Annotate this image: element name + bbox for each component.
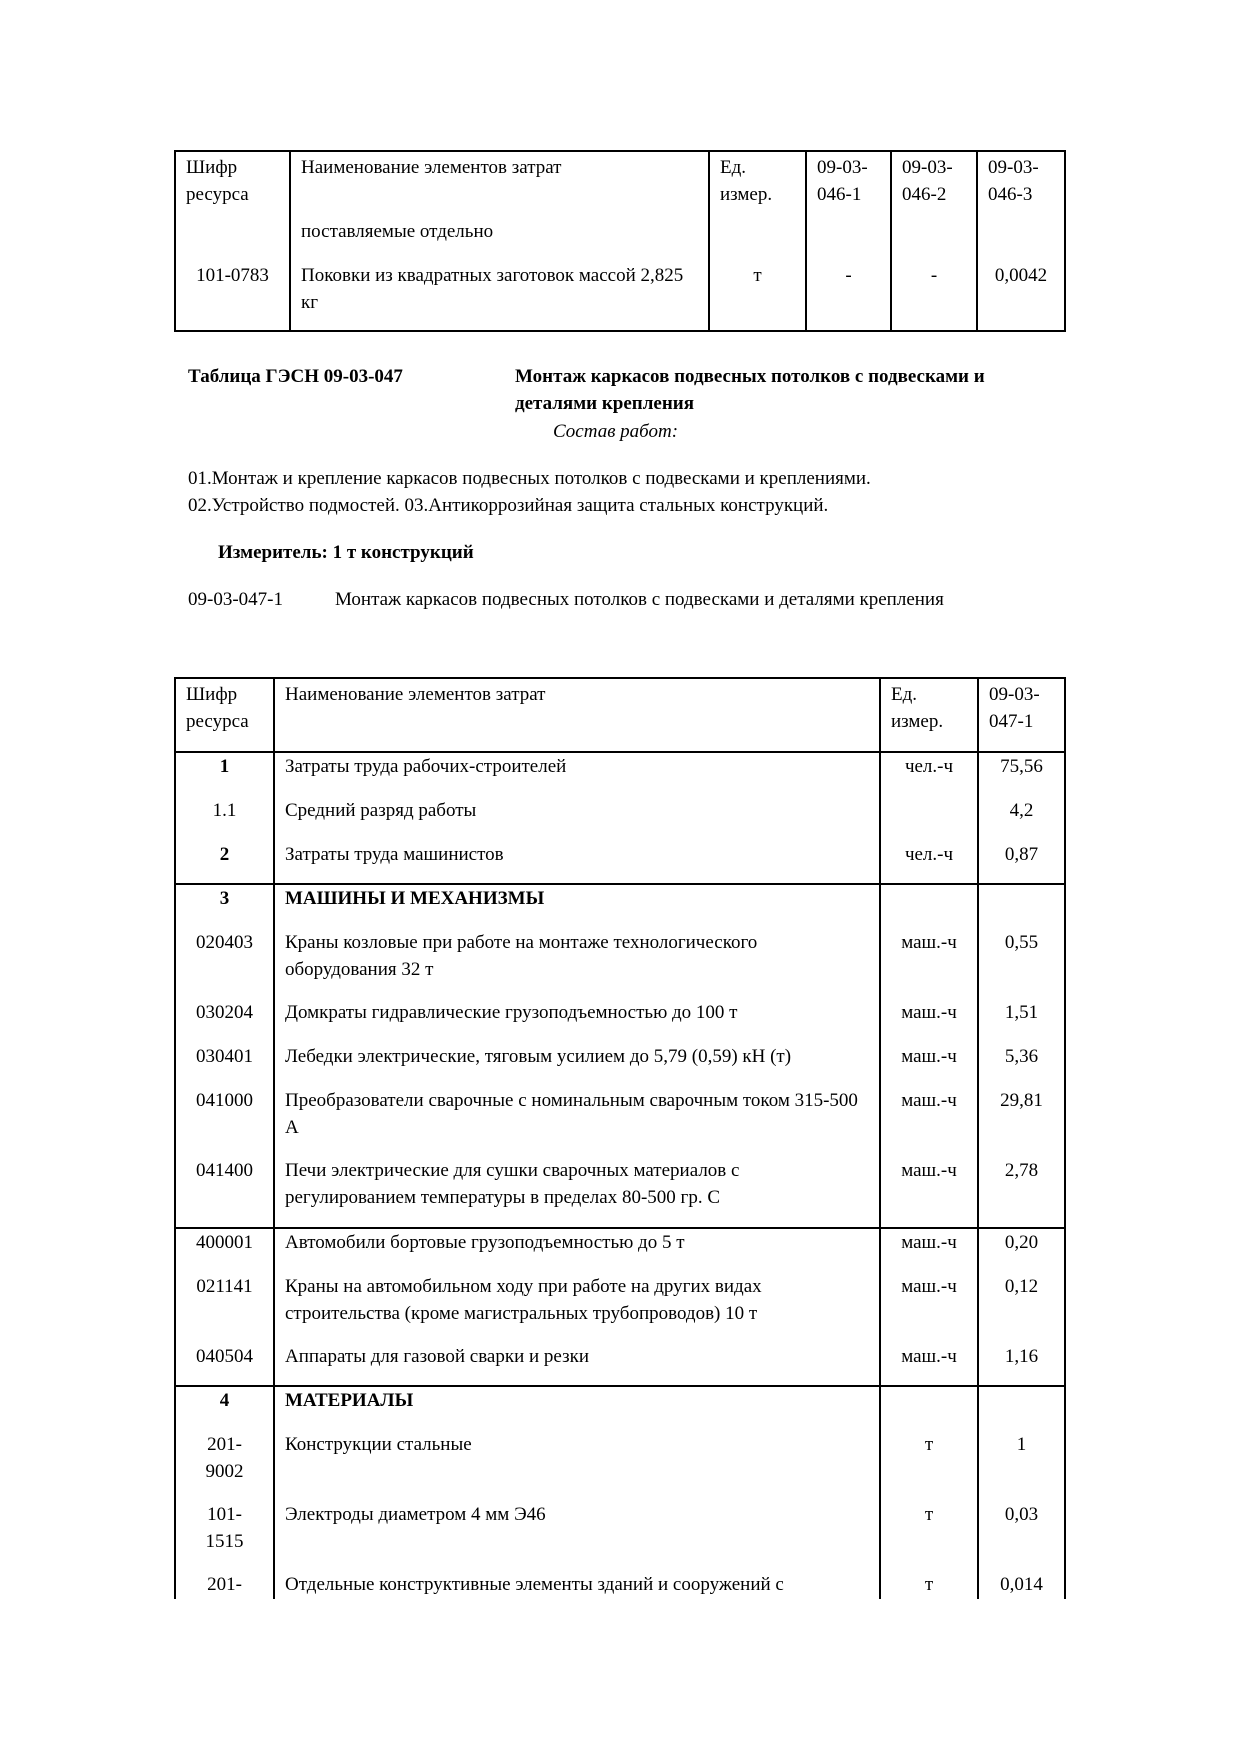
cell-code: 041000 <box>175 1087 274 1157</box>
cell-unit: т <box>709 262 806 331</box>
cell-name: Затраты труда машинистов <box>274 841 880 884</box>
cell-value: 2,78 <box>978 1157 1065 1228</box>
header-col1: 09-03-047-1 <box>978 678 1065 752</box>
header-col1: 09-03-046-1 <box>806 151 891 218</box>
cell-code: 021141 <box>175 1273 274 1343</box>
header-code: Шифр ресурса <box>175 678 274 752</box>
header-unit: Ед. измер. <box>709 151 806 218</box>
cell-unit: маш.-ч <box>880 929 978 999</box>
group-code: 3 <box>175 884 274 929</box>
cell-name: Затраты труда рабочих-строителей <box>274 752 880 797</box>
table-row <box>175 752 1065 797</box>
cell-v2: - <box>891 262 977 331</box>
cell-v3: 0,0042 <box>977 262 1065 331</box>
group-code: 4 <box>175 1386 274 1431</box>
cell-unit: маш.-ч <box>880 1157 978 1228</box>
cell-code: 020403 <box>175 929 274 999</box>
cell-name: Печи электрические для сушки сварочных материалов с регулированием температуры в пределах 80-500 гр. С <box>274 1157 880 1228</box>
cell-unit: т <box>880 1571 978 1599</box>
cell-value: 0,55 <box>978 929 1065 999</box>
cell-name: Конструкции стальные <box>274 1431 880 1501</box>
header-name: Наименование элементов затрат <box>274 678 880 752</box>
cell-unit: чел.-ч <box>880 841 978 884</box>
cell-value: 0,03 <box>978 1501 1065 1571</box>
group-title: МАШИНЫ И МЕХАНИЗМЫ <box>274 884 880 929</box>
cell-value: 29,81 <box>978 1087 1065 1157</box>
cell-code: 201-9002 <box>175 1431 274 1501</box>
cell-unit: т <box>880 1501 978 1571</box>
table-row <box>175 1343 1065 1386</box>
table-row <box>175 1228 1065 1273</box>
table-row <box>175 1273 1065 1343</box>
table-row <box>175 1431 1065 1501</box>
table-row <box>175 1157 1065 1228</box>
cell-name: Преобразователи сварочные с номинальным сварочным током 315-500 А <box>274 1087 880 1157</box>
table-row <box>175 1571 1065 1599</box>
cell-code: 040504 <box>175 1343 274 1386</box>
cell-name: Аппараты для газовой сварки и резки <box>274 1343 880 1386</box>
table-row <box>175 262 1065 331</box>
cell-v1: - <box>806 262 891 331</box>
cell-name: Автомобили бортовые грузоподъемностью до 5 т <box>274 1228 880 1273</box>
cell-code: 041400 <box>175 1157 274 1228</box>
cell-unit: маш.-ч <box>880 999 978 1043</box>
cell-value: 1,16 <box>978 1343 1065 1386</box>
composition-label: Состав работ: <box>553 421 679 442</box>
cell-name: Лебедки электрические, тяговым усилием до 5,79 (0,59) кН (т) <box>274 1043 880 1087</box>
cell-code: 101-1515 <box>175 1501 274 1571</box>
cell-code: 030204 <box>175 999 274 1043</box>
cell-unit: маш.-ч <box>880 1043 978 1087</box>
cell-value: 0,87 <box>978 841 1065 884</box>
header-unit: Ед. измер. <box>880 678 978 752</box>
cell-unit: чел.-ч <box>880 752 978 797</box>
cell-unit: маш.-ч <box>880 1343 978 1386</box>
cell-unit: маш.-ч <box>880 1087 978 1157</box>
cell-name: Краны козловые при работе на монтаже технологического оборудования 32 т <box>274 929 880 999</box>
cell-value: 5,36 <box>978 1043 1065 1087</box>
cell-code: 201- <box>175 1571 274 1599</box>
cell-unit: маш.-ч <box>880 1228 978 1273</box>
header-col2: 09-03-046-2 <box>891 151 977 218</box>
measure: Измеритель: 1 т конструкций <box>218 542 474 563</box>
header-code: Шифр ресурса <box>175 151 290 218</box>
cell-name: Краны на автомобильном ходу при работе на других видах строительства (кроме магистральных трубопроводов) 10 т <box>274 1273 880 1343</box>
continued-text: поставляемые отдельно <box>290 218 709 262</box>
cell-value: 0,014 <box>978 1571 1065 1599</box>
table-row <box>175 1501 1065 1571</box>
cell-name: Поковки из квадратных заготовок массой 2,825 кг <box>290 262 709 331</box>
table-row <box>175 1087 1065 1157</box>
table-row <box>175 929 1065 999</box>
cell-code: 2 <box>175 841 274 884</box>
cell-name: Средний разряд работы <box>274 797 880 841</box>
table-row <box>175 218 1065 262</box>
cell-code: 030401 <box>175 1043 274 1087</box>
cell-name: Отдельные конструктивные элементы зданий и сооружений с <box>274 1571 880 1599</box>
table-row <box>175 1043 1065 1087</box>
cell-name: Электроды диаметром 4 мм Э46 <box>274 1501 880 1571</box>
header-col3: 09-03-046-3 <box>977 151 1065 218</box>
cell-code: 1.1 <box>175 797 274 841</box>
cell-value: 0,12 <box>978 1273 1065 1343</box>
cell-unit: маш.-ч <box>880 1273 978 1343</box>
resource-table-09-03-047 <box>174 677 1066 1599</box>
group-header-row <box>175 1386 1065 1431</box>
cell-value: 0,20 <box>978 1228 1065 1273</box>
cell-code: 400001 <box>175 1228 274 1273</box>
work-items-line1: 01.Монтаж и крепление каркасов подвесных потолков с подвесками и креплениями. <box>188 468 871 489</box>
cell-value: 4,2 <box>978 797 1065 841</box>
table-header-row <box>175 678 1065 752</box>
cell-name: Домкраты гидравлические грузоподъемностью до 100 т <box>274 999 880 1043</box>
cell-value: 75,56 <box>978 752 1065 797</box>
group-title: МАТЕРИАЛЫ <box>274 1386 880 1431</box>
item-code: 09-03-047-1 <box>188 589 283 610</box>
cell-value: 1 <box>978 1431 1065 1501</box>
header-name: Наименование элементов затрат <box>290 151 709 218</box>
table-row <box>175 999 1065 1043</box>
section-title: Монтаж каркасов подвесных потолков с подвесками и деталями крепления <box>515 366 985 414</box>
table-header-row <box>175 151 1065 218</box>
table-row <box>175 841 1065 884</box>
table-row <box>175 797 1065 841</box>
group-header-row <box>175 884 1065 929</box>
cell-code: 1 <box>175 752 274 797</box>
cell-value: 1,51 <box>978 999 1065 1043</box>
table-label: Таблица ГЭСН 09-03-047 <box>188 366 403 387</box>
resource-table-09-03-046 <box>174 150 1066 332</box>
item-name: Монтаж каркасов подвесных потолков с подвесками и деталями крепления <box>335 589 944 610</box>
cell-unit: т <box>880 1431 978 1501</box>
cell-unit <box>880 797 978 841</box>
work-items-line2: 02.Устройство подмостей. 03.Антикоррозийная защита стальных конструкций. <box>188 495 829 516</box>
cell-code: 101-0783 <box>175 262 290 331</box>
